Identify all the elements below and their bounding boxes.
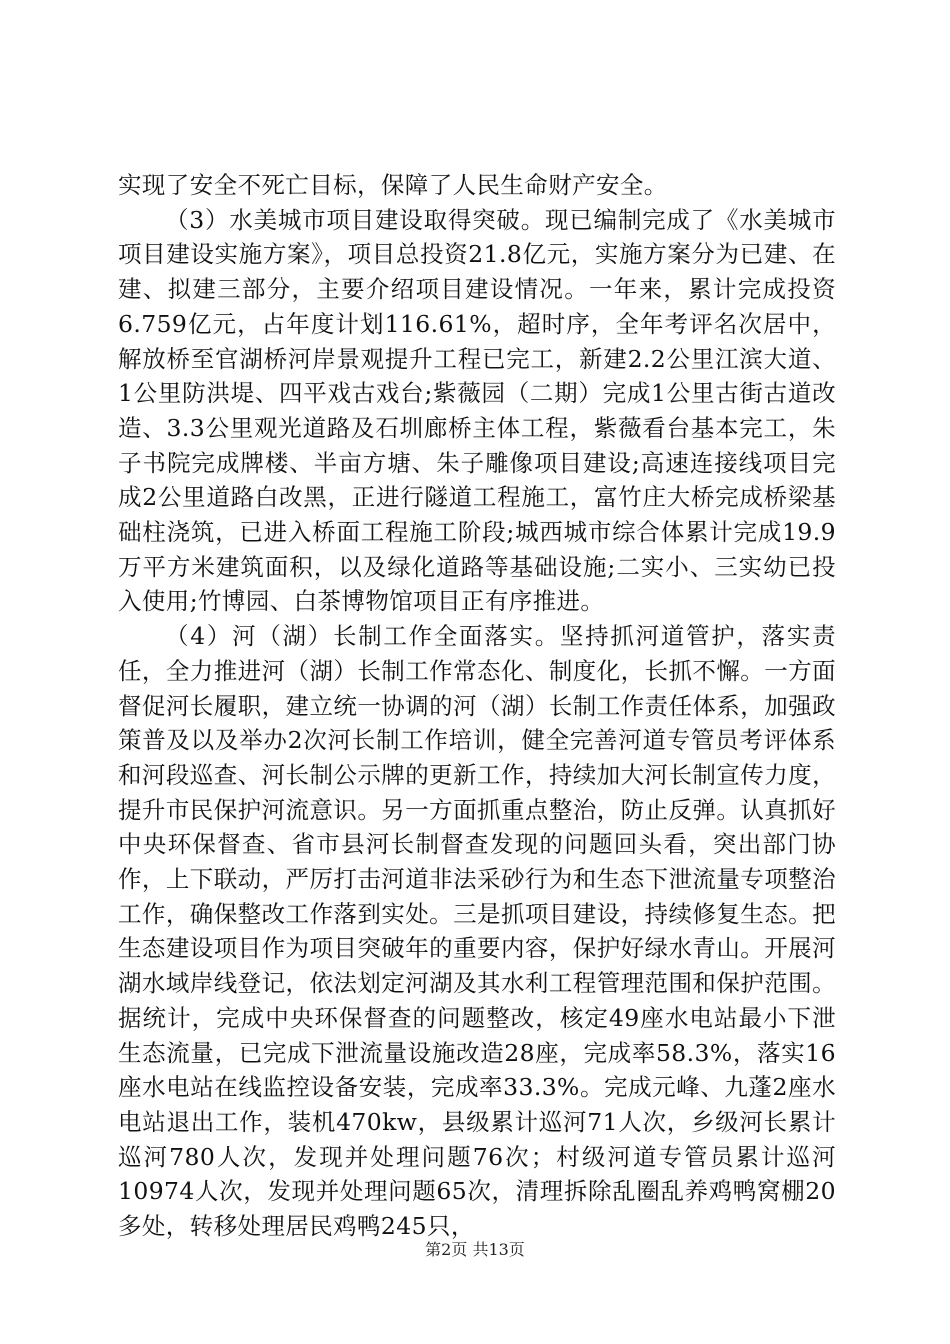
paragraph-river-chief-system: （4）河（湖）长制工作全面落实。坚持抓河道管护，落实责任，全力推进河（湖）长制工作常态化、制度化，长抓不懈。一方面督促河长履职，建立统一协调的河（湖）长制工作责任体系，加强政策普及以及举办2次河长制工作培训，健全完善河道专管员考评体系和河段巡查、河长制公示牌的更新工作，持续加大河长制宣传力度，提升市民保护河流意识。另一方面抓重点整治，防止反弹。认真抓好中央环保督查、省市县河长制督查发现的问题回头看，突出部门协作，上下联动，严厉打击河道非法采砂行为和生态下泄流量专项整治工作，确保整改工作落到实处。三是抓项目建设，持续修复生态。把生态建设项目作为项目突破年的重要内容，保护好绿水青山。开展河湖水域岸线登记，依法划定河湖及其水利工程管理范围和保护范围。据统计，完成中央环保督查的问题整改，核定49座水电站最小下泄生态流量，已完成下泄流量设施改造28座，完成率58.3%，落实16座水电站在线监控设备安装，完成率33.3%。完成元峰、九蓬2座水电站退出工作，装机470kw，县级累计巡河71人次，乡级河长累计巡河780人次，发现并处理问题76次；村级河道专管员累计巡河10974人次，发现并处理问题65次，清理拆除乱圈乱养鸡鸭窝棚20多处，转移处理居民鸡鸭245只， (118, 622, 836, 1241)
document-body (118, 168, 836, 1244)
page-footer: 第2页 共13页 (425, 1240, 525, 1259)
paragraph-water-city-project: （3）水美城市项目建设取得突破。现已编制完成了《水美城市项目建设实施方案》，项目总投资21.8亿元，实施方案分为已建、在建、拟建三部分，主要介绍项目建设情况。一年来，累计完成投资6.759亿元，占年度计划116.61%，超时序，全年考评名次居中，解放桥至官湖桥河岸景观提升工程已完工，新建2.2公里江滨大道、1公里防洪堤、四平戏古戏台;紫薇园（二期）完成1公里古街古道改造、3.3公里观光道路及石圳廊桥主体工程，紫薇看台基本完工，朱子书院完成牌楼、半亩方塘、朱子雕像项目建设;高速连接线项目完成2公里道路白改黑，正进行隧道工程施工，富竹庄大桥完成桥梁基础柱浇筑，已进入桥面工程施工阶段;城西城市综合体累计完成19.9万平方米建筑面积，以及绿化道路等基础设施;二实小、三实幼已投入使用;竹博园、白茶博物馆项目正有序推进。 (118, 205, 836, 616)
paragraph-continuation: 实现了安全不死亡目标，保障了人民生命财产安全。 (118, 171, 668, 199)
